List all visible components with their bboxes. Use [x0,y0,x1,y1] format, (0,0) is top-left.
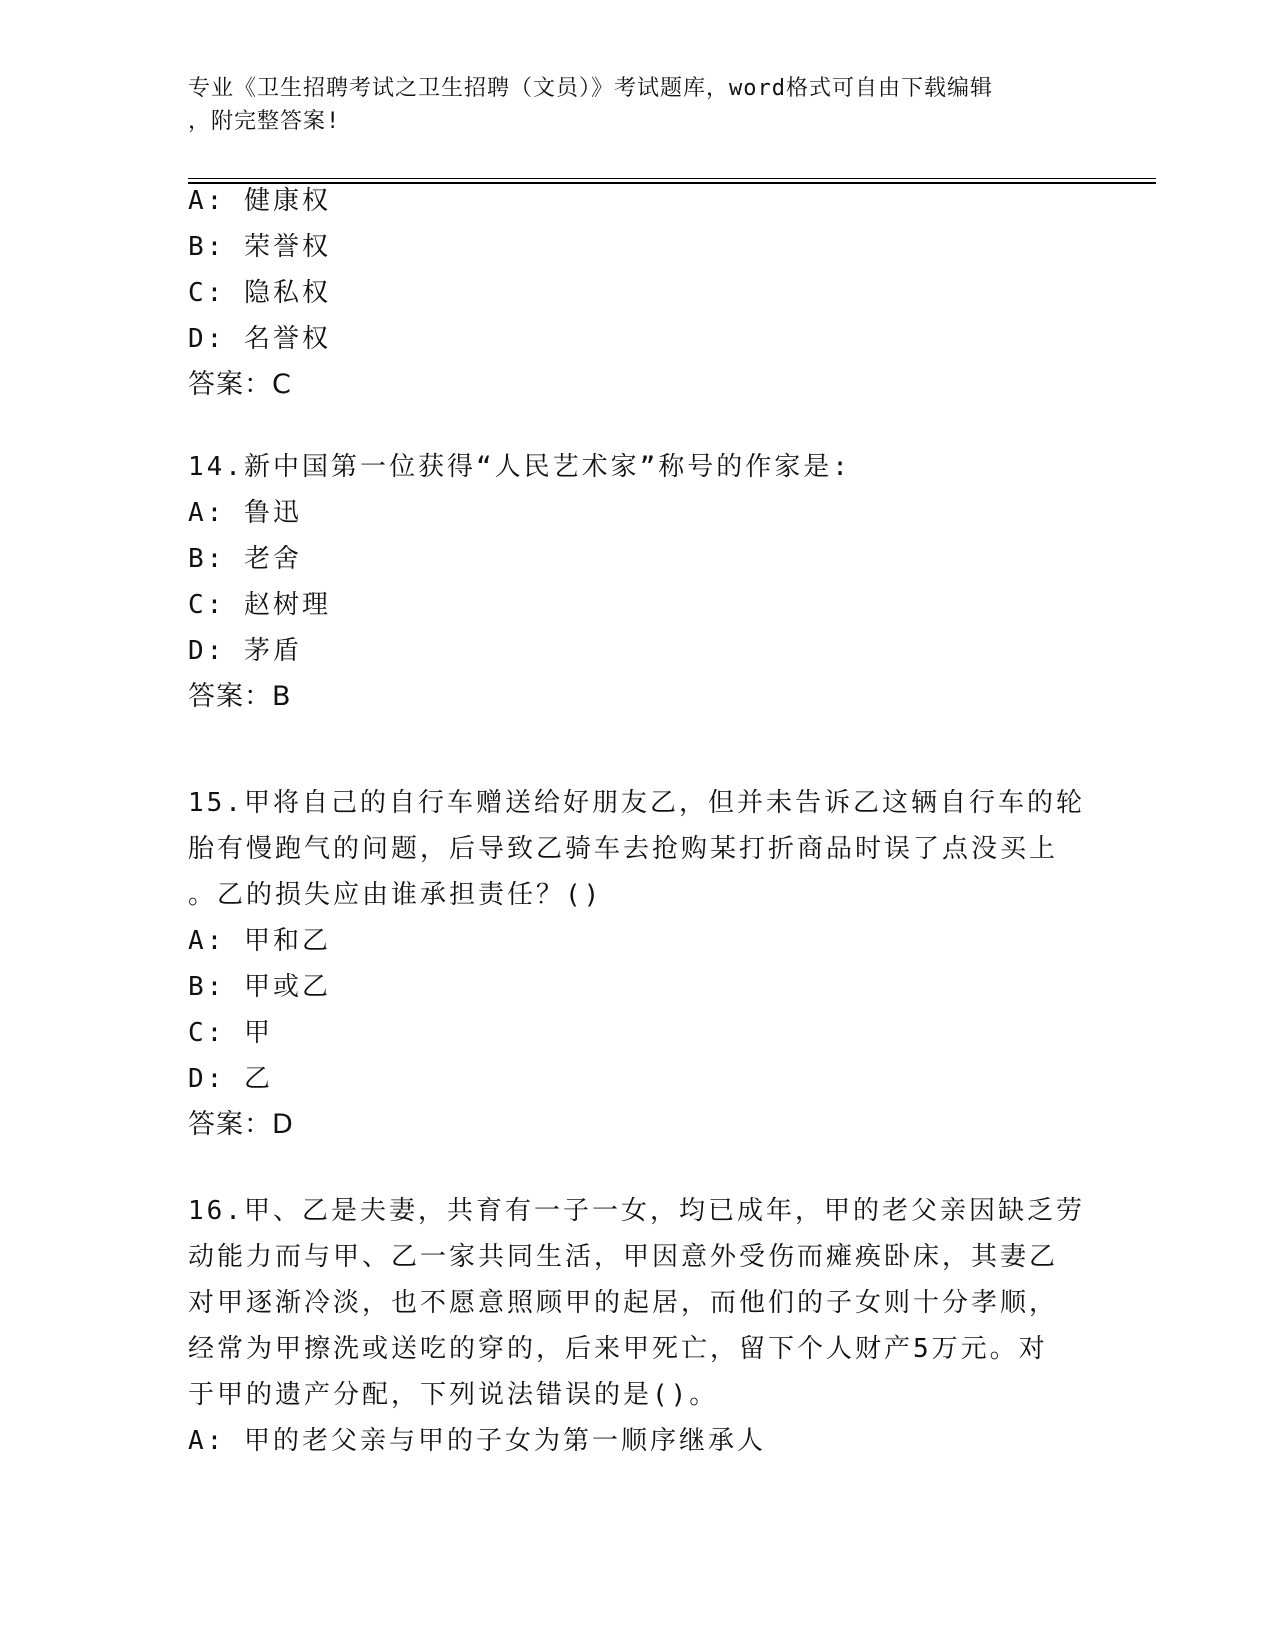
option-c: C: 甲 [188,1018,273,1048]
question-stem: 14.新中国第一位获得“人民艺术家”称号的作家是: [188,452,851,482]
question-stem-line-2: 胎有慢跑气的问题，后导致乙骑车去抢购某打折商品时误了点没买上 [188,834,1059,864]
question-15 [188,780,1085,1148]
option-b: B: 甲或乙 [188,972,331,1002]
question-13 [188,178,1068,408]
question-stem-line-3: 。乙的损失应由谁承担责任？() [188,880,603,910]
question-stem-line-3: 对甲逐渐冷淡，也不愿意照顾甲的起居，而他们的子女则十分孝顺， [188,1288,1059,1318]
answer: 答案：C [188,369,292,400]
document-header [188,72,1088,138]
option-c: C: 隐私权 [188,278,331,308]
question-stem-line-4: 经常为甲擦洗或送吃的穿的，后来甲死亡，留下个人财产5万元。对 [188,1334,1048,1364]
option-a: A: 健康权 [188,186,331,216]
header-line-2: ，附完整答案! [188,109,341,134]
option-b: B: 老舍 [188,544,302,574]
question-14 [188,444,1068,720]
option-c: C: 赵树理 [188,590,331,620]
option-a: A: 甲的老父亲与甲的子女为第一顺序继承人 [188,1426,766,1456]
question-stem-line-1: 15.甲将自己的自行车赠送给好朋友乙，但并未告诉乙这辆自行车的轮 [188,788,1085,818]
option-a: A: 鲁迅 [188,498,302,528]
option-b: B: 荣誉权 [188,232,331,262]
question-stem-line-1: 16.甲、乙是夫妻，共育有一子一女，均已成年，甲的老父亲因缺乏劳 [188,1196,1085,1226]
option-d: D: 茅盾 [188,636,302,666]
header-line-1: 专业《卫生招聘考试之卫生招聘（文员）》考试题库，word格式可自由下载编辑 [188,76,993,101]
answer: 答案：D [188,1109,294,1140]
question-stem-line-2: 动能力而与甲、乙一家共同生活，甲因意外受伤而瘫痪卧床，其妻乙 [188,1242,1059,1272]
option-d: D: 乙 [188,1064,273,1094]
option-a: A: 甲和乙 [188,926,331,956]
answer: 答案：B [188,681,292,712]
question-stem-line-5: 于甲的遗产分配，下列说法错误的是()。 [188,1380,719,1410]
question-16 [188,1188,1085,1464]
option-d: D: 名誉权 [188,324,331,354]
